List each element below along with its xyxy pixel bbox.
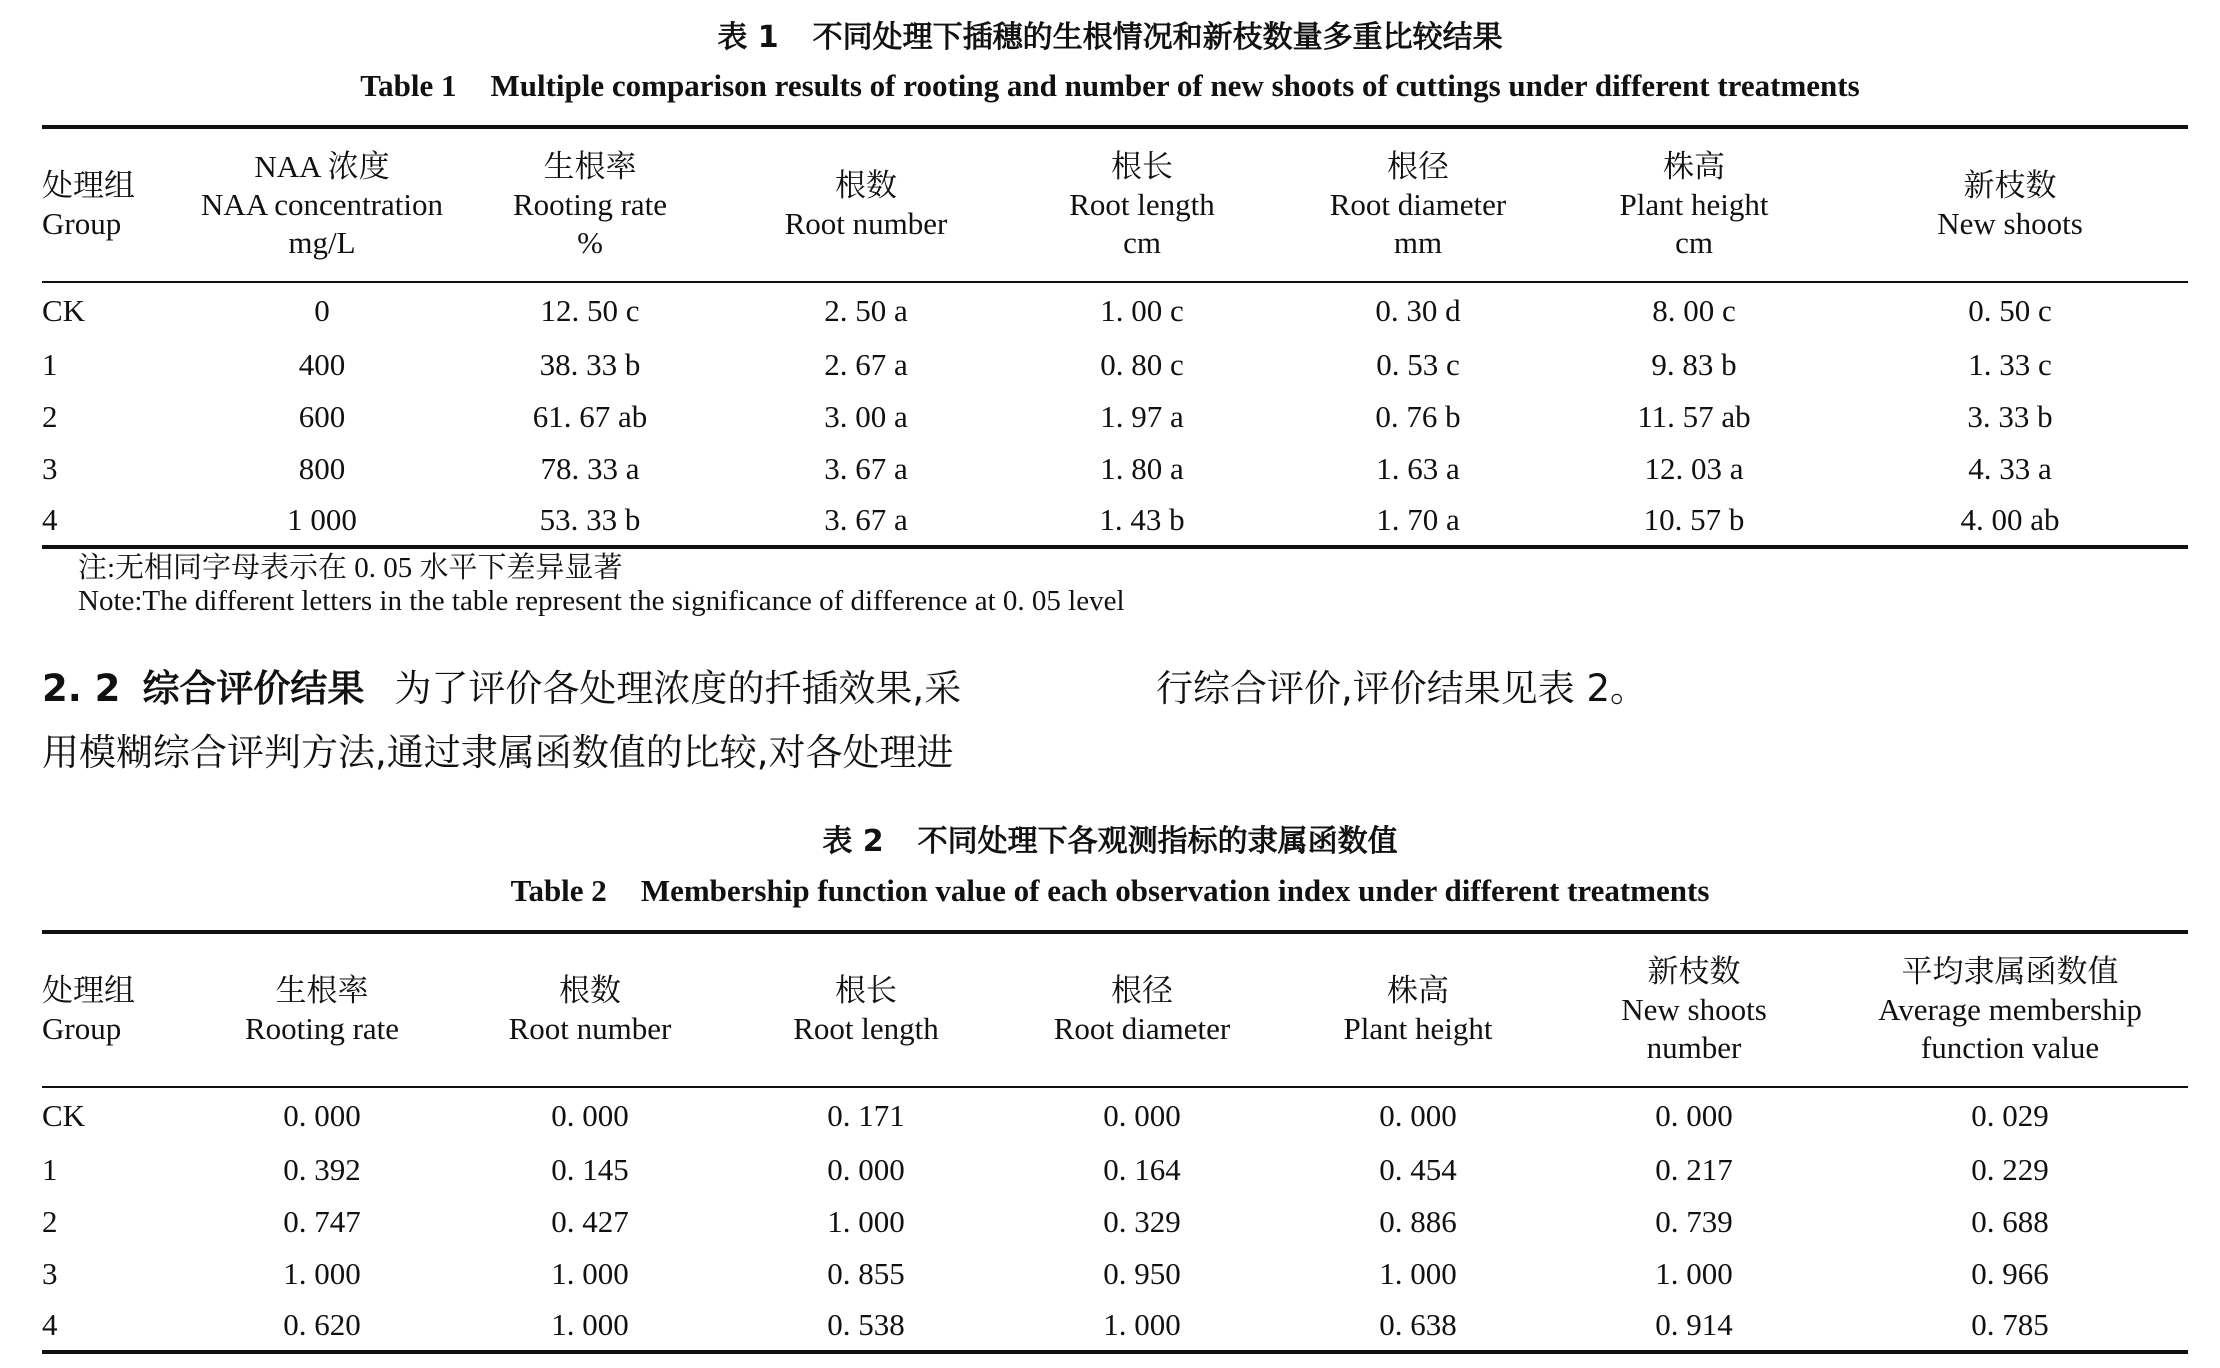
- value-cell: 0: [314, 293, 330, 328]
- value-cell: 0. 30 d: [1375, 293, 1461, 328]
- table2-caption-zh-number: 表 2: [822, 824, 884, 859]
- value-cell: 0. 538: [827, 1307, 905, 1342]
- table1-header-line: 新枝数: [1963, 168, 2057, 203]
- value-cell: 1. 000: [1103, 1307, 1181, 1342]
- value-cell: 3. 00 a: [824, 399, 908, 434]
- value-cell: 4. 00 ab: [1960, 502, 2060, 537]
- value-cell: 1. 000: [1655, 1256, 1733, 1291]
- group-cell: 3: [42, 451, 58, 486]
- value-cell: 1. 000: [827, 1204, 905, 1239]
- value-cell: 600: [298, 399, 346, 434]
- value-cell: 3. 67 a: [824, 502, 908, 537]
- value-cell: 400: [298, 347, 346, 382]
- table1-header-line: 处理组: [42, 168, 135, 203]
- table1-caption-zh-number: 表 1: [717, 20, 779, 55]
- table2-header-cell: [42, 932, 192, 1087]
- table1-caption-zh-text: 不同处理下插穗的生根情况和新枝数量多重比较结果: [812, 20, 1503, 55]
- value-cell: 1. 43 b: [1099, 502, 1185, 537]
- group-cell: 4: [42, 1307, 58, 1342]
- value-cell: 0. 886: [1379, 1204, 1457, 1239]
- value-cell: 8. 00 c: [1652, 293, 1736, 328]
- value-cell: 0. 739: [1655, 1204, 1733, 1239]
- table1-note-zh: 注:无相同字母表示在 0. 05 水平下差异显著: [78, 552, 623, 584]
- table-row: [42, 1248, 2188, 1300]
- table2-header-line: New shoots: [1621, 992, 1767, 1027]
- table2-caption-en: [0, 873, 2220, 909]
- value-cell: 0. 000: [827, 1152, 905, 1187]
- value-cell: 2. 67 a: [824, 347, 908, 382]
- value-cell: 4. 33 a: [1968, 451, 2052, 486]
- table1-header-cell: [728, 127, 1004, 282]
- value-cell: 3. 33 b: [1967, 399, 2053, 434]
- value-cell: 0. 217: [1655, 1152, 1733, 1187]
- value-cell: 1. 63 a: [1376, 451, 1460, 486]
- table1-header-line: %: [577, 225, 603, 260]
- table2-header-line: 新枝数: [1647, 954, 1741, 989]
- value-cell: 1. 000: [551, 1256, 629, 1291]
- table2-body: [42, 1087, 2188, 1352]
- value-cell: 10. 57 b: [1643, 502, 1745, 537]
- value-cell: 0. 000: [551, 1098, 629, 1133]
- table1-header-line: mg/L: [288, 225, 356, 260]
- table-row: [42, 443, 2188, 495]
- value-cell: 1. 97 a: [1100, 399, 1184, 434]
- value-cell: 1. 000: [283, 1256, 361, 1291]
- table-row: [42, 282, 2188, 339]
- table-row: [42, 1300, 2188, 1352]
- table2-header-line: Rooting rate: [244, 1011, 400, 1046]
- table1-header-cell: [192, 127, 452, 282]
- section-title: 综合评价结果: [142, 667, 365, 710]
- section-line1-left: [42, 658, 961, 712]
- value-cell: 0. 000: [1379, 1098, 1457, 1133]
- table1-header-line: 根径: [1387, 149, 1449, 184]
- value-cell: 3. 67 a: [824, 451, 908, 486]
- table-row: [42, 391, 2188, 443]
- value-cell: 11. 57 ab: [1637, 399, 1751, 434]
- table1-caption-zh: [0, 12, 2220, 56]
- table2-caption-en-number: Table 2: [510, 873, 607, 908]
- value-cell: 1. 000: [551, 1307, 629, 1342]
- section-col2-line1: 行综合评价,评价结果见表 2。: [1156, 667, 1648, 710]
- value-cell: 0. 427: [551, 1204, 629, 1239]
- group-cell: 4: [42, 502, 58, 537]
- value-cell: 53. 33 b: [539, 502, 641, 537]
- value-cell: 0. 000: [283, 1098, 361, 1133]
- table1-header-line: 根数: [835, 168, 897, 203]
- table1-note-en: Note:The different letters in the table represent the significance of difference at 0. 05 level: [78, 585, 1125, 617]
- value-cell: 78. 33 a: [540, 451, 640, 486]
- value-cell: 0. 747: [283, 1204, 361, 1239]
- group-cell: 1: [42, 1152, 58, 1187]
- table2-header-line: 处理组: [42, 973, 135, 1008]
- table2-header-line: number: [1646, 1030, 1742, 1065]
- value-cell: 1. 33 c: [1968, 347, 2052, 382]
- value-cell: 1. 80 a: [1100, 451, 1184, 486]
- value-cell: 1 000: [287, 502, 357, 537]
- value-cell: 2. 50 a: [824, 293, 908, 328]
- table2-header-line: Root number: [508, 1011, 672, 1046]
- section-number: 2. 2: [42, 667, 121, 710]
- value-cell: 0. 638: [1379, 1307, 1457, 1342]
- table2-caption-zh: [0, 816, 2220, 860]
- value-cell: 0. 76 b: [1375, 399, 1461, 434]
- table1-header-cell: [1280, 127, 1556, 282]
- table2-header-cell: [452, 932, 728, 1087]
- value-cell: 0. 329: [1103, 1204, 1181, 1239]
- table1-header-line: mm: [1393, 225, 1443, 260]
- table-row: [42, 1144, 2188, 1196]
- value-cell: 12. 03 a: [1644, 451, 1744, 486]
- table1-header-cell: [1832, 127, 2188, 282]
- table1-header-line: New shoots: [1937, 206, 2083, 241]
- value-cell: 1. 70 a: [1376, 502, 1460, 537]
- table2-caption-en-text: Membership function value of each observation index under different treatments: [640, 873, 1710, 908]
- table2-header-line: 根数: [559, 973, 621, 1008]
- table-row: [42, 339, 2188, 391]
- table1-caption-en-number: Table 1: [360, 68, 457, 103]
- table2-header-line: 根长: [835, 973, 897, 1008]
- table1-body: [42, 282, 2188, 547]
- value-cell: 0. 171: [827, 1098, 905, 1133]
- table2-header-line: Plant height: [1343, 1011, 1493, 1046]
- table1-caption-en: [0, 68, 2220, 104]
- value-cell: 0. 785: [1971, 1307, 2049, 1342]
- table2-header-line: 根径: [1111, 973, 1173, 1008]
- value-cell: 0. 000: [1103, 1098, 1181, 1133]
- group-cell: 2: [42, 399, 58, 434]
- table1-header-line: Group: [42, 206, 122, 241]
- value-cell: 0. 620: [283, 1307, 361, 1342]
- table1-header-cell: [452, 127, 728, 282]
- group-cell: 2: [42, 1204, 58, 1239]
- table-row: [42, 1087, 2188, 1144]
- value-cell: 61. 67 ab: [532, 399, 648, 434]
- table2-caption-zh-text: 不同处理下各观测指标的隶属函数值: [917, 824, 1398, 859]
- table1-header-line: Root length: [1069, 187, 1215, 222]
- table2-header-line: Root length: [793, 1011, 939, 1046]
- table2-header-line: Average membership: [1878, 992, 2142, 1027]
- value-cell: 38. 33 b: [539, 347, 641, 382]
- value-cell: 0. 164: [1103, 1152, 1181, 1187]
- value-cell: 0. 53 c: [1376, 347, 1460, 382]
- value-cell: 0. 80 c: [1100, 347, 1184, 382]
- value-cell: 0. 966: [1971, 1256, 2049, 1291]
- value-cell: 0. 855: [827, 1256, 905, 1291]
- table1-header-cell: [42, 127, 192, 282]
- value-cell: 0. 914: [1655, 1307, 1733, 1342]
- table2-header-cell: [192, 932, 452, 1087]
- table2-header-row: [42, 932, 2188, 1087]
- value-cell: 0. 392: [283, 1152, 361, 1187]
- table1-header-line: Plant height: [1619, 187, 1769, 222]
- table1-header-line: 根长: [1111, 149, 1173, 184]
- table2-header-line: 平均隶属函数值: [1901, 954, 2119, 989]
- value-cell: 0. 50 c: [1968, 293, 2052, 328]
- value-cell: 800: [298, 451, 346, 486]
- table1-header-line: Root number: [784, 206, 948, 241]
- table1-header-cell: [1004, 127, 1280, 282]
- table1: [42, 125, 2188, 549]
- value-cell: 1. 00 c: [1100, 293, 1184, 328]
- value-cell: 12. 50 c: [540, 293, 640, 328]
- table2-header-line: 株高: [1387, 973, 1449, 1008]
- value-cell: 0. 950: [1103, 1256, 1181, 1291]
- section-col1-line1: 为了评价各处理浓度的扦插效果,采: [394, 667, 962, 710]
- table2-header-line: Group: [42, 1011, 122, 1046]
- table1-header-cell: [1556, 127, 1832, 282]
- group-cell: CK: [42, 293, 86, 328]
- table-row: [42, 495, 2188, 547]
- table2-header-cell: [1004, 932, 1280, 1087]
- table1-header-line: cm: [1123, 225, 1161, 260]
- value-cell: 9. 83 b: [1651, 347, 1737, 382]
- value-cell: 1. 000: [1379, 1256, 1457, 1291]
- section-col1-line2: 用模糊综合评判方法,通过隶属函数值的比较,对各处理进: [42, 731, 954, 774]
- value-cell: 0. 000: [1655, 1098, 1733, 1133]
- table1-header-line: NAA concentration: [201, 187, 443, 222]
- table2-header-line: function value: [1920, 1030, 2100, 1065]
- table-row: [42, 1196, 2188, 1248]
- table2: [42, 930, 2188, 1354]
- table2-header-cell: [1832, 932, 2188, 1087]
- group-cell: CK: [42, 1098, 86, 1133]
- table2-header-cell: [728, 932, 1004, 1087]
- table1-header-line: 株高: [1663, 149, 1725, 184]
- table2-header-line: Root diameter: [1053, 1011, 1231, 1046]
- table1-header-line: 生根率: [543, 149, 637, 184]
- value-cell: 0. 688: [1971, 1204, 2049, 1239]
- group-cell: 1: [42, 347, 58, 382]
- table1-header-row: [42, 127, 2188, 282]
- value-cell: 0. 029: [1971, 1098, 2049, 1133]
- table1-header-line: cm: [1675, 225, 1713, 260]
- group-cell: 3: [42, 1256, 58, 1291]
- value-cell: 0. 454: [1379, 1152, 1457, 1187]
- table2-header-cell: [1556, 932, 1832, 1087]
- table1-header-line: NAA 浓度: [254, 149, 390, 184]
- table1-caption-en-text: Multiple comparison results of rooting and number of new shoots of cuttings under different treatments: [490, 68, 1860, 103]
- table2-header-line: 生根率: [275, 973, 369, 1008]
- value-cell: 0. 229: [1971, 1152, 2049, 1187]
- table1-header-line: Root diameter: [1329, 187, 1507, 222]
- value-cell: 0. 145: [551, 1152, 629, 1187]
- table1-header-line: Rooting rate: [512, 187, 668, 222]
- table2-header-cell: [1280, 932, 1556, 1087]
